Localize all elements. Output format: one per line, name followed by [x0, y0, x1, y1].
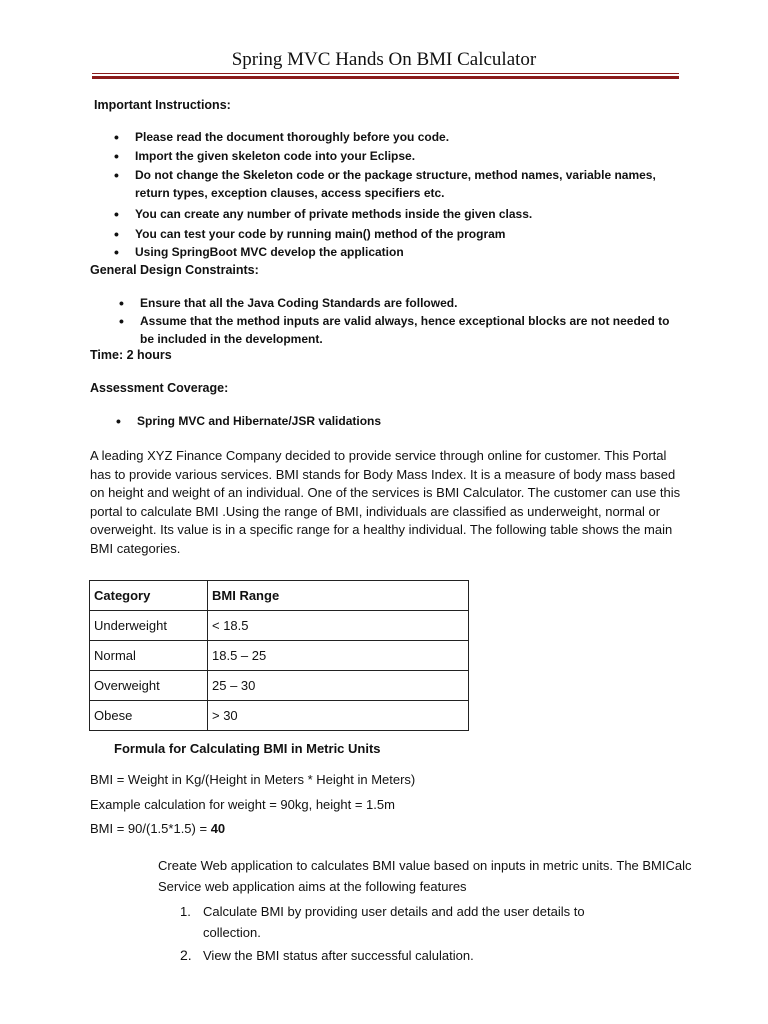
instruction-text-line: return types, exception clauses, access specifiers etc.	[135, 186, 445, 200]
feature-item	[180, 901, 650, 945]
coverage-heading: Assessment Coverage:	[90, 381, 229, 395]
table-cell: 18.5 – 25	[208, 641, 469, 671]
table-row	[90, 611, 469, 641]
constraint-text-line: Assume that the method inputs are valid always, hence exceptional blocks are not needed to	[140, 314, 670, 328]
intro-paragraph: A leading XYZ Finance Company decided to provide service through online for customer. This Portal has to provide various services. BMI stands for Body Mass Index. It is a measure of body mass based on height and weight of an individual. One of the services is BMI Calculator. The customer can use this portal to calculate BMI .Using the range of BMI, individuals are classified as underweight, normal or overweight. Its value is in a specific range for a healthy individual. The following table shows the main BMI categories.	[90, 448, 681, 556]
table-cell: Normal	[90, 641, 208, 671]
feature-number: 2.	[180, 947, 192, 963]
table-header-cell: BMI Range	[208, 581, 469, 611]
instruction-item: • You can create any number of private methods inside the given class.	[110, 205, 656, 223]
table-row	[90, 701, 469, 731]
instruction-item: • Import the given skeleton code into your Eclipse.	[110, 147, 656, 165]
instruction-item	[110, 166, 656, 202]
instruction-text-line: Do not change the Skeleton code or the package structure, method names, variable names,	[135, 168, 656, 182]
document-title: Spring MVC Hands On BMI Calculator	[231, 49, 537, 70]
instruction-item: • Please read the document thoroughly before you code.	[110, 128, 656, 146]
constraints-heading: General Design Constraints:	[90, 263, 259, 277]
formula-line: BMI = Weight in Kg/(Height in Meters * Height in Meters)	[90, 772, 416, 787]
important-instructions-heading: Important Instructions:	[94, 98, 231, 112]
table-row	[90, 641, 469, 671]
coverage-item: • Spring MVC and Hibernate/JSR validations	[112, 412, 381, 430]
feature-text: Calculate BMI by providing user details and add the user details to collection.	[203, 904, 585, 940]
table-header-row	[90, 581, 469, 611]
feature-text: View the BMI status after successful calulation.	[203, 948, 474, 963]
time-label: Time: 2 hours	[90, 348, 172, 362]
formula-heading: Formula for Calculating BMI in Metric Units	[114, 741, 381, 756]
result-prefix: BMI = 90/(1.5*1.5) =	[90, 821, 211, 836]
result-value: 40	[210, 821, 226, 836]
bmi-categories-table	[89, 580, 469, 731]
table-cell: Obese	[90, 701, 208, 731]
instructions-list	[110, 128, 656, 261]
feature-item	[180, 945, 650, 967]
feature-number: 1.	[180, 904, 191, 919]
table-cell: Underweight	[90, 611, 208, 641]
title-rule-thick	[92, 76, 679, 79]
table-row	[90, 671, 469, 701]
create-paragraph: Create Web application to calculates BMI value based on inputs in metric units. The BMICalc Service web application aims at the following features	[158, 858, 692, 894]
example-line: Example calculation for weight = 90kg, height = 1.5m	[90, 797, 395, 812]
title-rule-thin	[92, 73, 679, 74]
constraint-text-line: be included in the development.	[140, 332, 323, 346]
coverage-list	[112, 412, 381, 430]
table-cell: 25 – 30	[208, 671, 469, 701]
result-line	[90, 820, 225, 838]
constraint-item: • Ensure that all the Java Coding Standards are followed.	[115, 294, 669, 312]
instruction-item: • Using SpringBoot MVC develop the application	[110, 243, 656, 261]
table-header-cell: Category	[90, 581, 208, 611]
constraints-list	[115, 294, 669, 348]
table-cell: > 30	[208, 701, 469, 731]
table-cell: Overweight	[90, 671, 208, 701]
table-cell: < 18.5	[208, 611, 469, 641]
constraint-item	[115, 312, 669, 348]
instruction-item: • You can test your code by running main() method of the program	[110, 225, 656, 243]
